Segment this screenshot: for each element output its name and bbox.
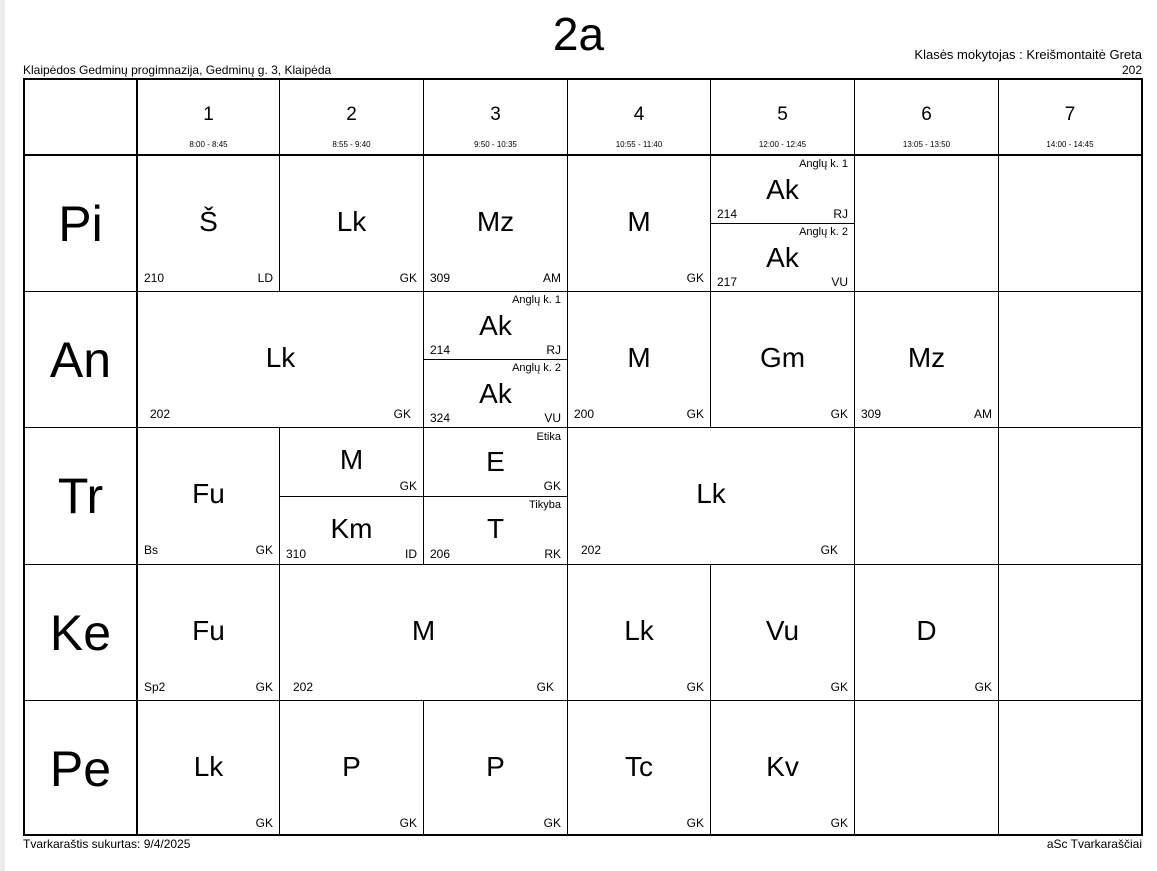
lesson-teacher: GK (686, 816, 704, 830)
lesson-room: 217 (717, 275, 738, 289)
class-teacher: Klasės mokytojas : Kreišmontaitė Greta (914, 47, 1142, 62)
lesson-subject: P (486, 751, 505, 782)
period-header (424, 80, 567, 154)
lesson-cell (855, 565, 998, 700)
period-time: 14:00 - 14:45 (1046, 140, 1094, 149)
software-name: aSc Tvarkaraščiai (1046, 837, 1142, 851)
period-time: 12:00 - 12:45 (758, 140, 807, 149)
lesson-subject: M (627, 206, 651, 237)
lesson-teacher: GK (686, 271, 704, 285)
grid-line (998, 428, 999, 564)
school-name: Klaipėdos Gedminų progimnazija, Gedminų g. 3, Klaipėda (23, 63, 332, 77)
lesson-group: Tikyba (529, 499, 561, 511)
period-time: 10:55 - 11:40 (615, 140, 663, 149)
lesson-teacher: AM (974, 407, 992, 421)
lesson-teacher: GK (255, 816, 273, 830)
lesson-cell (568, 701, 710, 836)
period-header (711, 80, 854, 154)
lesson-room: 309 (861, 407, 882, 421)
lesson-teacher: VU (831, 275, 848, 289)
period-number: 2 (346, 104, 357, 125)
lesson-room: 309 (430, 271, 451, 285)
lesson-subject: P (342, 751, 361, 782)
lesson-subject: Ak (479, 378, 512, 409)
lesson-teacher: GK (255, 543, 273, 557)
lesson-room: 210 (144, 271, 165, 285)
lesson-cell (711, 701, 854, 836)
day-label: Pe (49, 741, 112, 797)
lesson-room: 202 (150, 407, 171, 421)
grid-line (998, 565, 999, 700)
lesson-teacher: GK (255, 680, 273, 694)
day-label: Pi (58, 196, 103, 252)
lesson-teacher: GK (399, 271, 417, 285)
lesson-teacher: GK (830, 816, 848, 830)
lesson-teacher: GK (399, 479, 417, 493)
lesson-subject: Lk (193, 751, 224, 782)
lesson-teacher: GK (543, 816, 561, 830)
lesson-subject: Lk (624, 615, 654, 646)
lesson-teacher: GK (830, 680, 848, 694)
lesson-teacher: GK (399, 816, 417, 830)
home-room: 202 (1121, 63, 1142, 77)
lesson-cell (138, 292, 423, 427)
lesson-cell-group (424, 497, 567, 564)
period-time: 8:00 - 8:45 (189, 140, 228, 149)
timetable-grid (23, 78, 1143, 836)
lesson-cell (568, 428, 854, 564)
lesson-cell (424, 701, 567, 836)
lesson-teacher: GK (686, 407, 704, 421)
lesson-teacher: VU (544, 411, 561, 425)
lesson-group: Etika (536, 431, 561, 443)
period-number: 3 (490, 104, 501, 125)
grid-line (998, 156, 999, 291)
period-header (999, 80, 1141, 154)
day-label: Ke (49, 605, 112, 661)
lesson-teacher: ID (405, 547, 417, 561)
lesson-cell-group (280, 497, 423, 564)
lesson-subject: Lk (265, 342, 296, 373)
lesson-subject: Ak (766, 174, 799, 205)
lesson-room: 200 (574, 407, 595, 421)
lesson-subject: Lk (696, 478, 726, 509)
lesson-cell (138, 565, 279, 700)
lesson-cell-group (424, 360, 567, 427)
lesson-cell (138, 428, 279, 564)
lesson-cell (280, 565, 567, 700)
lesson-cell (711, 565, 854, 700)
lesson-subject: Kv (766, 751, 799, 782)
lesson-subject: Tc (625, 751, 653, 782)
lesson-cell (138, 701, 279, 836)
lesson-cell (568, 292, 710, 427)
period-header (138, 80, 279, 154)
lesson-group: Anglų k. 2 (799, 226, 848, 238)
lesson-room: 206 (430, 547, 451, 561)
left-edge-bar (0, 0, 5, 871)
grid-line (854, 428, 855, 564)
day-label: An (49, 332, 112, 388)
lesson-cell (280, 156, 423, 291)
day-label: Tr (57, 468, 104, 524)
grid-line (854, 156, 855, 291)
lesson-subject: Gm (759, 342, 806, 373)
lesson-subject: Lk (336, 206, 367, 237)
period-time: 9:50 - 10:35 (474, 140, 517, 149)
lesson-room: 310 (286, 547, 307, 561)
lesson-cell (280, 701, 423, 836)
lesson-teacher: GK (686, 680, 704, 694)
lesson-teacher: GK (543, 479, 561, 493)
lesson-subject: Š (199, 206, 218, 237)
period-number: 1 (203, 104, 214, 125)
lesson-room: 214 (717, 207, 738, 221)
lesson-cell (424, 156, 567, 291)
lesson-cell (568, 565, 710, 700)
page-title: 2a (552, 8, 605, 60)
lesson-cell (855, 292, 998, 427)
lesson-subject: M (339, 444, 364, 475)
lesson-teacher: AM (543, 271, 561, 285)
lesson-subject: E (486, 446, 505, 477)
lesson-room: Sp2 (144, 680, 166, 694)
lesson-subject: Mz (476, 206, 515, 237)
period-number: 7 (1064, 104, 1076, 125)
lesson-group: Anglų k. 1 (799, 158, 848, 170)
lesson-teacher: GK (820, 543, 838, 557)
lesson-cell (568, 156, 710, 291)
lesson-teacher: RJ (546, 343, 561, 357)
lesson-subject: M (627, 342, 651, 373)
lesson-cell-group (424, 292, 567, 359)
lesson-cell-group (711, 156, 854, 223)
lesson-group: Anglų k. 1 (512, 294, 561, 306)
lesson-subject: M (411, 615, 436, 646)
period-time: 13:05 - 13:50 (902, 140, 951, 149)
lesson-subject: Ak (479, 310, 512, 341)
period-number: 6 (921, 104, 932, 125)
lesson-teacher: GK (393, 407, 411, 421)
lesson-room: Bs (144, 543, 159, 557)
period-header (568, 80, 710, 154)
period-header (280, 80, 423, 154)
grid-line (854, 701, 855, 836)
lesson-subject: T (486, 513, 505, 544)
lesson-teacher: GK (536, 680, 554, 694)
lesson-cell-group (711, 224, 854, 291)
period-time: 8:55 - 9:40 (332, 140, 371, 149)
grid-line (998, 292, 999, 427)
lesson-teacher: GK (974, 680, 992, 694)
lesson-subject: Fu (192, 615, 225, 646)
period-number: 4 (633, 104, 645, 125)
lesson-room: 202 (581, 543, 602, 557)
lesson-teacher: LD (257, 271, 273, 285)
lesson-cell-group (424, 428, 567, 496)
period-header (855, 80, 998, 154)
grid-line (998, 701, 999, 836)
lesson-teacher: RJ (833, 207, 848, 221)
lesson-cell (711, 292, 854, 427)
lesson-group: Anglų k. 2 (512, 362, 561, 374)
lesson-subject: Ak (766, 242, 799, 273)
period-number: 5 (777, 104, 788, 125)
lesson-cell-group (280, 428, 423, 496)
lesson-teacher: RK (544, 547, 561, 561)
lesson-subject: Fu (192, 478, 225, 509)
lesson-room: 214 (430, 343, 451, 357)
lesson-subject: Km (330, 513, 373, 544)
lesson-room: 202 (293, 680, 314, 694)
lesson-room: 324 (430, 411, 451, 425)
lesson-subject: D (916, 615, 937, 646)
lesson-cell (138, 156, 279, 291)
created-date: Tvarkaraštis sukurtas: 9/4/2025 (23, 837, 191, 851)
lesson-teacher: GK (830, 407, 848, 421)
lesson-subject: Vu (765, 615, 800, 646)
lesson-subject: Mz (907, 342, 946, 373)
